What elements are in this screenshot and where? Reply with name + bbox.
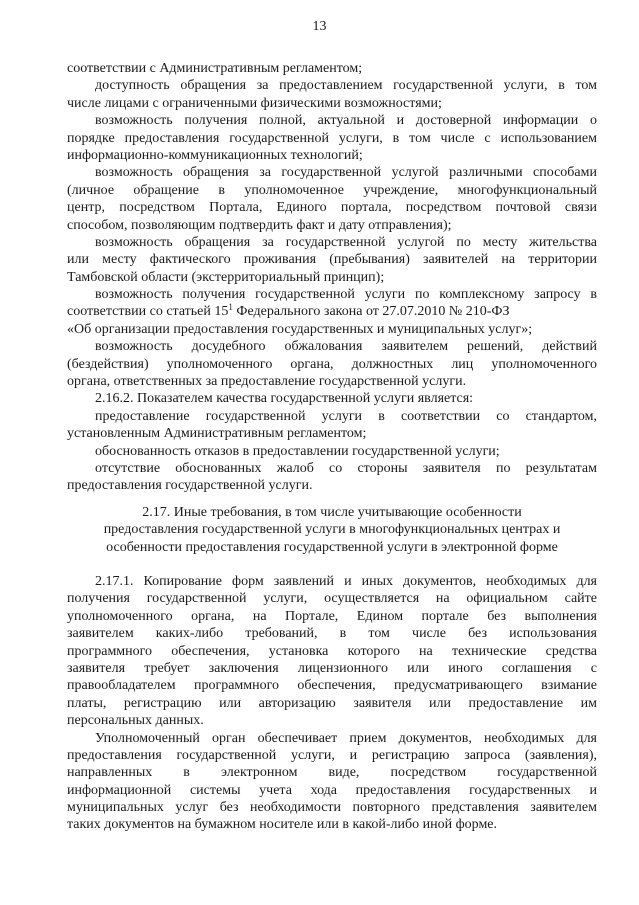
text-line: установленным Административным регламентом;	[67, 426, 367, 442]
text-line: заявителя требует заключения лицензионного или иного соглашения с	[67, 660, 597, 676]
text-line: информационно-коммуникационных технологий;	[67, 147, 363, 163]
text-line: правообладателем программного обеспечения, предусматривающего взимание	[67, 678, 597, 694]
text-line: направленных в электронном виде, посредством государственной	[67, 765, 597, 781]
text-fragment: соответствии со статьей 15	[67, 304, 229, 320]
text-line: (личное обращение в уполномоченное учреждение, многофункциональный	[67, 182, 597, 198]
text-line: предоставление государственной услуги в соответствии со стандартом,	[95, 408, 597, 424]
text-line: «Об организации предоставления государственных и муниципальных услуг»;	[67, 321, 533, 337]
text-line: платы, регистрацию или авторизацию заявителя или предоставление им	[67, 695, 597, 711]
text-line: информационной системы учета хода предоставления государственных и	[67, 782, 597, 798]
text-line: таких документов на бумажном носителе или в какой-либо иной форме.	[67, 817, 498, 833]
text-line: заявителем каких-либо требований, в том числе без использования	[67, 626, 597, 642]
text-line: отсутствие обоснованных жалоб со стороны заявителя по результатам	[95, 460, 597, 476]
text-line: возможность обращения за государственной услугой различными способами	[95, 165, 597, 181]
text-line: уполномоченного органа, на Портале, Едином портале без выполнения	[67, 608, 597, 624]
body-text-block-2	[67, 573, 597, 834]
text-line: возможность получения полной, актуальной и достоверной информации о	[95, 113, 597, 129]
text-line: муниципальных услуг без необходимости повторного представления заявителем	[67, 800, 597, 816]
heading-line: особенности предоставления государственной услуги в электронной форме	[106, 539, 558, 555]
text-line: (бездействия) уполномоченного органа, должностных лиц уполномоченного	[67, 356, 597, 372]
section-heading	[67, 504, 597, 556]
text-line: соответствии с Административным регламентом;	[67, 61, 363, 76]
text-line: 2.17.1. Копирование форм заявлений и иных документов, необходимых для	[95, 574, 597, 589]
body-text-block-1	[67, 60, 597, 495]
text-line: возможность досудебного обжалования заявителем решений, действий	[95, 339, 597, 355]
text-line: числе лицами с ограниченными физическими возможностями;	[67, 95, 442, 111]
text-line: центр, посредством Портала, Единого портала, посредством почтовой связи	[67, 200, 597, 216]
text-line: 2.16.2. Показателем качества государственной услуги является:	[95, 391, 474, 407]
text-line: возможность обращения за государственной услугой по месту жительства	[95, 234, 597, 250]
text-line: Уполномоченный орган обеспечивает прием документов, необходимых для	[95, 730, 597, 746]
text-fragment: Федерального закона от 27.07.2010 № 210-ФЗ	[232, 304, 510, 320]
text-line: получения государственной услуги, осуществляется на официальном сайте	[67, 591, 597, 607]
superscript: 1	[228, 302, 233, 313]
text-line: программного обеспечения, установка которого на технические средства	[67, 643, 597, 659]
text-line: порядке предоставления государственной услуги, в том числе с использованием	[67, 130, 597, 146]
heading-line: предоставления государственной услуги в многофункциональных центрах и	[103, 522, 561, 538]
text-line: доступность обращения за предоставлением государственной услуги, в том	[95, 78, 597, 94]
text-line: предоставления государственной услуги.	[67, 478, 313, 494]
text-line: способом, позволяющим подтвердить факт и дату отправления);	[67, 217, 452, 233]
text-line: Тамбовской области (экстерриториальный принцип);	[67, 269, 385, 285]
text-line: персональных данных.	[67, 713, 204, 729]
text-line: обоснованность отказов в предоставлении государственной услуги;	[95, 443, 500, 459]
text-line	[67, 303, 597, 320]
text-line: возможность получения государственной услуги по комплексному запросу в	[95, 287, 597, 303]
text-line: органа, ответственных за предоставление государственной услуги.	[67, 374, 467, 390]
heading-line: 2.17. Иные требования, в том числе учитывающие особенности	[142, 505, 522, 520]
text-line: или месту фактического проживания (пребывания) заявителей на территории	[67, 252, 597, 268]
text-line: предоставления государственной услуги, и регистрацию запроса (заявления),	[67, 747, 597, 763]
page-number: 13	[312, 19, 327, 34]
